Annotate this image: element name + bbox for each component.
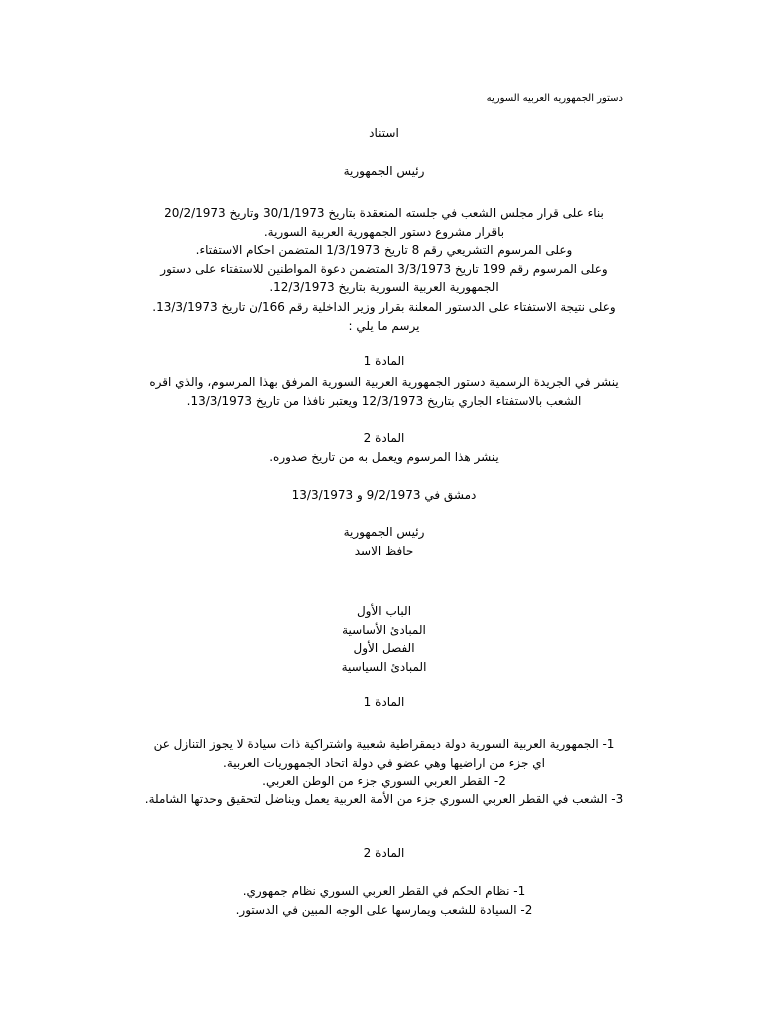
decree-intro-line-7: يرسم ما يلي : — [348, 319, 420, 333]
decree-article-1-title: المادة 1 — [363, 354, 405, 368]
decree-intro-line-5: الجمهورية العربية السورية بتاريخ 12/3/1973. — [269, 280, 499, 294]
decree-intro-line-1: بناء على قرار مجلس الشعب في جلسته المنعقدة بتاريخ 30/1/1973 وتاريخ 20/2/1973 — [164, 206, 604, 220]
decree-article-2-title: المادة 2 — [363, 431, 405, 445]
constitution-article-1-title: المادة 1 — [363, 695, 405, 709]
decree-intro-line-2: باقرار مشروع دستور الجمهورية العربية السورية. — [263, 225, 505, 239]
decree-intro-line-6: وعلى نتيجة الاستفتاء على الدستور المعلنة بقرار وزير الداخلية رقم 166/ن تاريخ 13/3/1973. — [152, 300, 616, 314]
chapter-subtitle: المبادئ السياسية — [341, 660, 427, 674]
decree-article-1-line-2: الشعب بالاستفتاء الجاري بتاريخ 12/3/1973 ويعتبر نافذا من تاريخ 13/3/1973. — [186, 394, 582, 408]
signature-name: حافظ الاسد — [354, 544, 414, 558]
decree-intro-line-3: وعلى المرسوم التشريعي رقم 8 تاريخ 1/3/1973 المتضمن احكام الاستفتاء. — [195, 243, 573, 257]
constitution-article-1-line-1: 1- الجمهورية العربية السورية دولة ديمقراطية شعبية واشتراكية ذات سيادة لا يجوز التنازل عن — [153, 737, 615, 751]
constitution-article-1-line-2: اي جزء من اراضيها وهي عضو في دولة اتحاد الجمهوريات العربية. — [223, 756, 545, 770]
part-title: الباب الأول — [356, 604, 412, 618]
constitution-article-2-title: المادة 2 — [363, 846, 405, 860]
constitution-article-1-line-4: 3- الشعب في القطر العربي السوري جزء من الأمة العربية يعمل ويناضل لتحقيق وحدتها الشاملة. — [144, 792, 624, 806]
constitution-article-2-line-2: 2- السيادة للشعب ويمارسها على الوجه المبين في الدستور. — [235, 903, 533, 917]
document-header-title: دستور الجمهوريه العربيه السوريه — [486, 93, 623, 104]
decree-heading-istinad: استناد — [369, 126, 399, 140]
constitution-article-1-line-3: 2- القطر العربي السوري جزء من الوطن العربي. — [262, 774, 506, 788]
decree-intro-line-4: وعلى المرسوم رقم 199 تاريخ 3/3/1973 المتضمن دعوة المواطنين للاستفتاء على دستور — [160, 262, 608, 276]
decree-article-2-line: ينشر هذا المرسوم ويعمل به من تاريخ صدوره. — [269, 450, 499, 464]
decree-article-1-line-1: ينشر في الجريدة الرسمية دستور الجمهورية العربية السورية المرفق بهذا المرسوم، والذي اقره — [149, 375, 619, 389]
constitution-article-2-line-1: 1- نظام الحكم في القطر العربي السوري نظام جمهوري. — [242, 884, 526, 898]
part-subtitle: المبادئ الأساسية — [342, 623, 426, 637]
decree-date-line: دمشق في 9/2/1973 و 13/3/1973 — [291, 488, 477, 502]
signature-title: رئيس الجمهورية — [343, 525, 425, 539]
chapter-title: الفصل الأول — [353, 641, 415, 655]
decree-heading-president: رئيس الجمهورية — [343, 164, 425, 178]
